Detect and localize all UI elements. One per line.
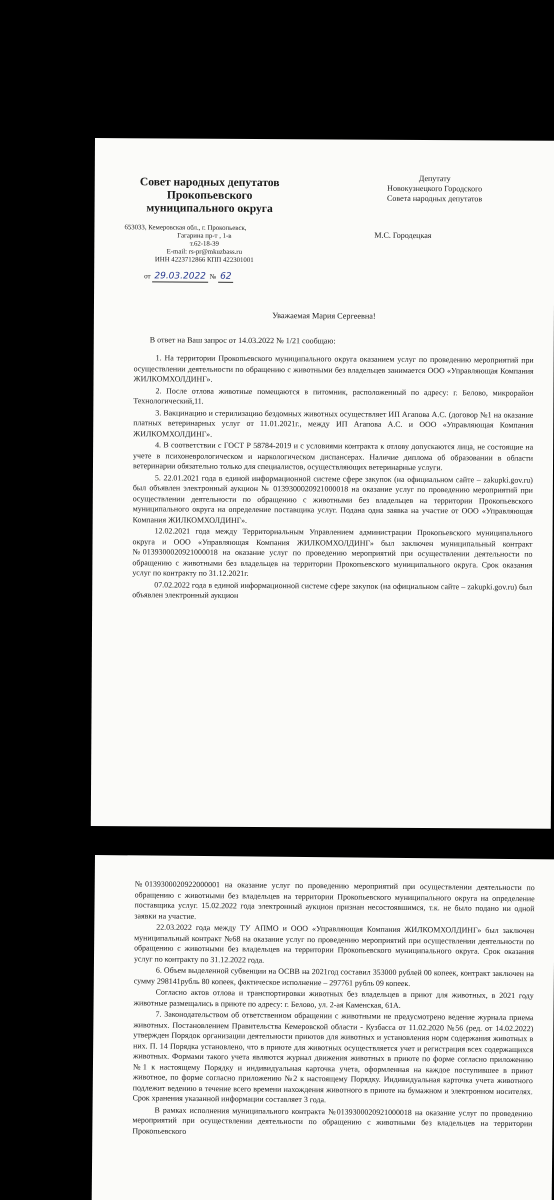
paragraph: 3. Вакцинацию и стерилизацию бездомных животных осуществляет ИП Агапова А.С. (договор №1 на оказание платных ветеринарных услуг от 11.01.2021г., между ИП Агапова А.С. и ООО «Управляющая Компания ЖИЛКОМХОЛДИНГ».: [133, 407, 534, 439]
paragraph: 1. На территории Прокопьевского муниципального округа оказанием услуг по проведению мероприятий при осуществлении деятельности по обращению с животными без владельцев занимается ООО «Управляющая Компания ЖИЛКОМХОЛДИНГ».: [133, 353, 534, 384]
paragraph: 4. В соответствии с ГОСТ Р 58784-2019 и с условиями контракта к отлову допускаются лица, не состоящие на учете в психоневрологическом и наркологическом диспансерах. Наличие диплома об образовании в области ветеринарии обязательно только для специалистов, осуществляющих ветеринарные услуги.: [132, 440, 534, 473]
greeting: Уважаемая Мария Сергеевна!: [272, 311, 376, 321]
sender-organization: Совет народных депутатов Прокопьевского муниципального округа: [139, 176, 280, 216]
paragraph: 7. Законодательством об ответственном обращении с животными не предусмотрено ведение журнала приема животных. Постановлением Правительства Кемеровской области - Кузбасса от 11.02.2020 №56 (ред. от 14.02.2022) утвержден Порядок организации деятельности приютов для животных и установления норм содержания животных в них. П. 14 Порядка установлено, что в приюте для животных осуществляется учет и регистрация всех содержащихся животных. Формами такого учета являются журнал движения животных в приюте по форме согласно приложению №1 к настоящему Порядку и индивидуальная карточка учета, оформленная на каждое поступившее в приют животное, по форме согласно приложению №2 к настоящему Порядку. Индивидуальная карточка учета животного подлежит ведению в течение всего времени нахождения животного в приюте на бумажном и электронном носителях. Срок хранения указанной информации составляет 3 года.: [132, 1009, 534, 1105]
intro-line: В ответ на Ваш запрос от 14.03.2022 № 1/21 сообщаю:: [149, 335, 336, 346]
paragraph: В рамках исполнения муниципального контракта №0139300020921000018 на оказание услуг по проведению мероприятий при осуществлении деятельности по обращению с животными без владельцев на территории Прокопьевского: [132, 1105, 533, 1136]
paragraph: Согласно актов отлова и транспортировки животных без владельцев в приют для животных, в 2021 году животные размещались в приюте по адресу: г. Белово, ул. 2-ая Каменская, 61А.: [133, 987, 534, 1010]
handwritten-number: 62: [218, 272, 234, 283]
handwritten-date: 29.03.2022: [152, 271, 208, 282]
outgoing-number: от 29.03.2022 № 62: [144, 271, 232, 282]
paragraph: 07.02.2022 года в единой информационной системе сфере закупок (на официальном сайте – zakupki.gov.ru) был объявлен электронный аукцион: [132, 579, 533, 600]
letter-page-2: [92, 855, 554, 1200]
paragraph: 5. 22.01.2021 года в единой информационной системе сфере закупок (на официальном сайте – zakupki.gov.ru) был объявлен электронный аукцион № 0139300020921000018 на оказание услуг по проведению мероприятий при осуществлении деятельности по обращению с животными без владельцев на территории Прокопьевского муниципального округа на определение поставщика услуг. Подана одна заявка на участие от ООО «Управляющая Компания ЖИЛКОМХОЛДИНГ».: [132, 472, 533, 525]
recipient-block: Депутату Новокузнецкого Городского Совета народных депутатов: [387, 173, 483, 204]
paragraph: 2. После отлова животные помещаются в питомник, расположенный по адресу: г. Белово, микрорайон Технологический,11.: [133, 385, 534, 406]
paragraph: №0139300020922000001 на оказание услуг по проведению мероприятий при осуществлении деятельности по обращению с животными без владельцев на территории Прокопьевского муниципального округа на определение поставщика услуг. 15.02.2022 года электронный аукцион признан несостоявшимся, т.к. не было подано ни одной заявки на участие.: [134, 879, 535, 921]
letter-body-page-1: [132, 353, 534, 604]
paragraph: 12.02.2021 года между Территориальным Управлением администрации Прокопьевского муниципального округа и ООО «Управляющая Компания ЖИЛКОМХОЛДИНГ» был заключен муниципальный контракт №0139300020921000018 на оказание услуг по проведению мероприятий при осуществлении деятельности по обращению с животными без владельцев на территории Прокопьевского муниципального округа. Срок оказания услуг по контракту по 31.12.2021г.: [132, 526, 533, 578]
recipient-name: М.С. Городецкая: [374, 230, 432, 241]
letter-body-page-2: [132, 879, 534, 1141]
sender-address: 653033, Кемеровская обл., г. Прокопьевск, Гагарина пр-т , 1-в т.62-18-39 E-mail: rs-pr@mkuzbass.ru ИНН 4223712866 КПП 422301001: [124, 224, 254, 264]
paragraph: 6. Объем выделенной субвенции на ОСВВ на 2021год составил 353000 рублей 00 копеек, контракт заключен на сумму 298141рубль 80 копеек, фактическое исполнение – 297761 рубль 09 копеек.: [133, 965, 534, 988]
letter-page-1: [91, 138, 554, 829]
paragraph: 22.03.2022 года между ТУ АПМО и ООО «Управляющая Компания ЖИЛКОМХОЛДИНГ» был заключен муниципальный контракт №68 на оказание услуг по проведению мероприятий при осуществлении деятельности по обращению с животными без владельцев на территории Прокопьевского муниципального округа. Срок оказания услуг по контракту по 31.12.2022 года.: [133, 922, 535, 965]
